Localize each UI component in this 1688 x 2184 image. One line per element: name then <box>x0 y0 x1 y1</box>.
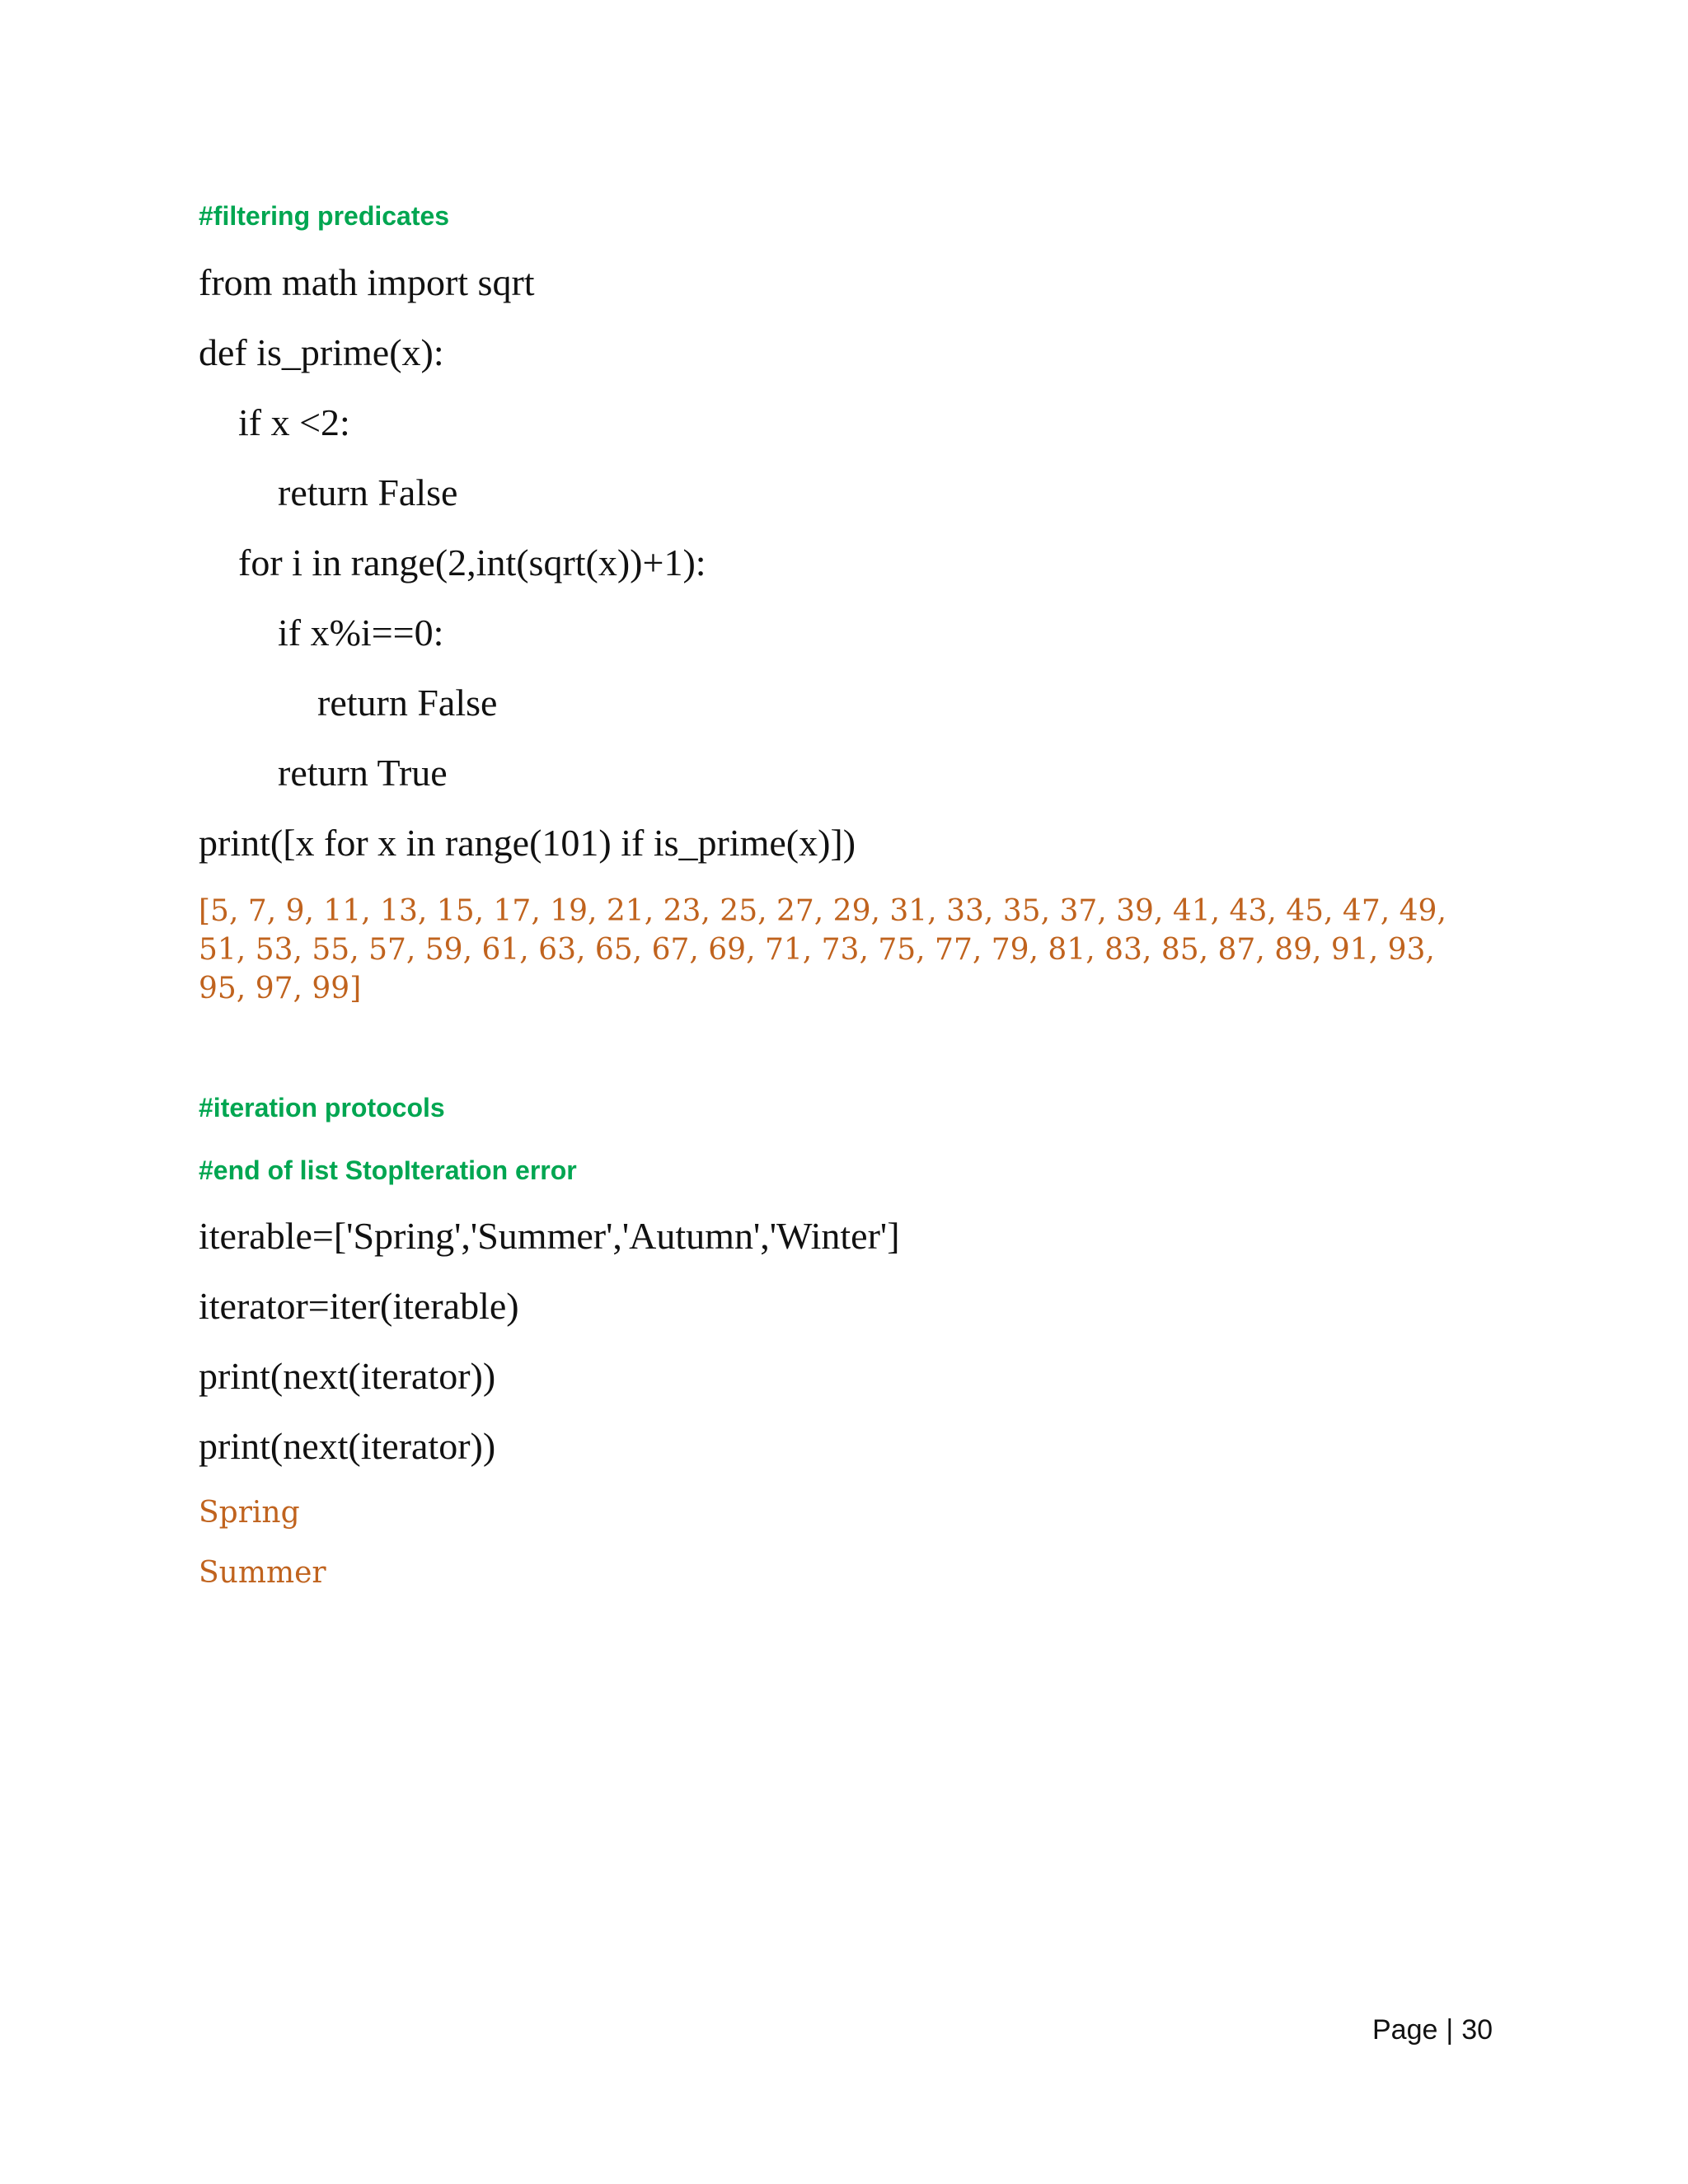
code-line: if x <2: <box>238 401 350 443</box>
output-line: Spring <box>199 1496 300 1530</box>
comment-stopiteration: #end of list StopIteration error <box>199 1155 577 1185</box>
code-line: return False <box>278 471 458 513</box>
code-line: iterator=iter(iterable) <box>199 1285 519 1327</box>
output-line: 95, 97, 99] <box>199 972 362 1005</box>
code-line: return False <box>317 682 498 724</box>
comment-filtering-predicates: #filtering predicates <box>199 201 450 231</box>
code-line: iterable=['Spring','Summer','Autumn','Winter'] <box>199 1215 900 1257</box>
page-separator: | <box>1446 2014 1454 2046</box>
code-line: from math import sqrt <box>199 261 535 303</box>
code-line: return True <box>278 752 448 794</box>
page-footer <box>1372 2014 1493 2046</box>
output-line: Summer <box>199 1556 326 1590</box>
page-label: Page <box>1372 2014 1438 2046</box>
output-line: 51, 53, 55, 57, 59, 61, 63, 65, 67, 69, 71, 73, 75, 77, 79, 81, 83, 85, 87, 89, 91, 93, <box>199 933 1435 967</box>
code-line: if x%i==0: <box>278 612 444 654</box>
output-line: [5, 7, 9, 11, 13, 15, 17, 19, 21, 23, 25, 27, 29, 31, 33, 35, 37, 39, 41, 43, 45, 47, 49, <box>199 894 1447 928</box>
output-block <box>199 892 1447 1008</box>
code-line: def is_prime(x): <box>199 331 444 373</box>
code-line: print(next(iterator)) <box>199 1425 496 1467</box>
comment-iteration-protocols: #iteration protocols <box>199 1093 445 1122</box>
code-line: print([x for x in range(101) if is_prime(x)]) <box>199 822 856 864</box>
page-number: 30 <box>1461 2014 1493 2046</box>
code-line: for i in range(2,int(sqrt(x))+1): <box>238 541 706 583</box>
code-line: print(next(iterator)) <box>199 1355 496 1397</box>
